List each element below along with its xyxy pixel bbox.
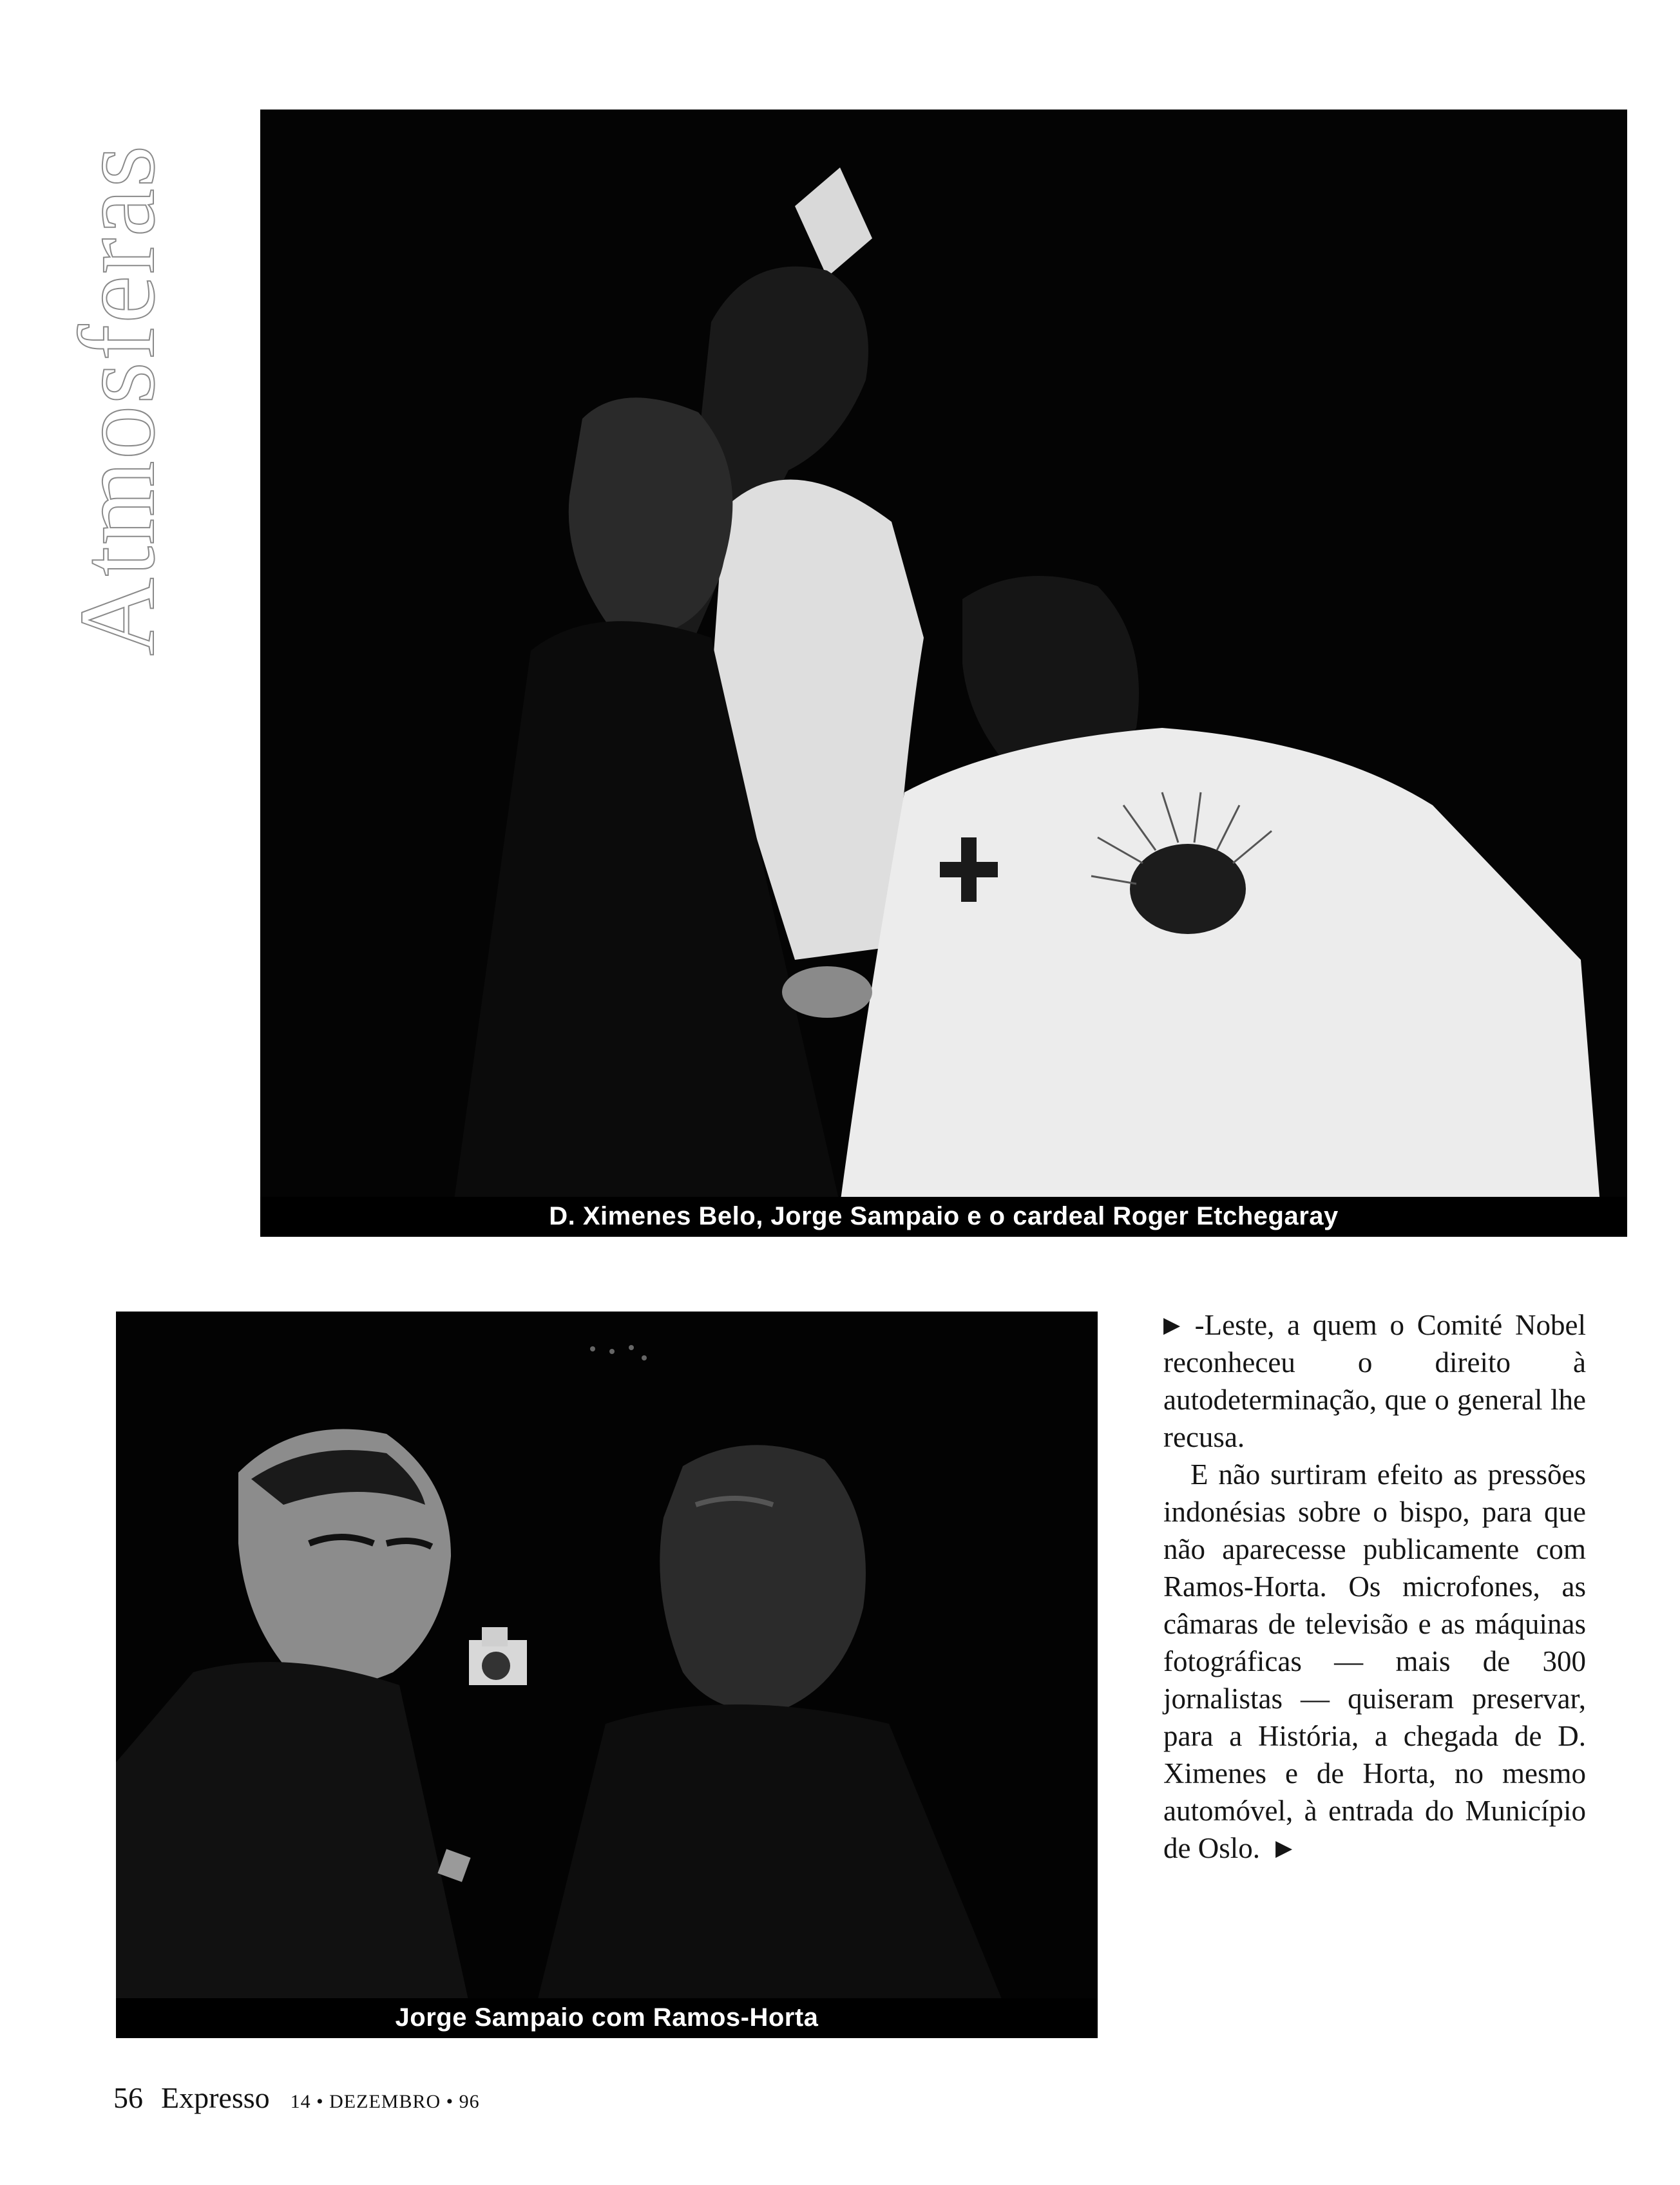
- continued-from-arrow-icon: ▶: [1163, 1312, 1186, 1338]
- top-photo-caption: D. Ximenes Belo, Jorge Sampaio e o cardeal Roger Etchegaray: [260, 1197, 1627, 1237]
- section-title-text: Atmosferas: [57, 144, 177, 656]
- article-paragraph-1: [1163, 1306, 1586, 1456]
- page-number: 56: [113, 2081, 143, 2114]
- section-title: [57, 108, 180, 662]
- bottom-photo-image: [116, 1312, 1098, 2038]
- continues-arrow-icon: ▶: [1275, 1835, 1293, 1861]
- article-paragraph-2-text: E não surtiram efeito as pressões indonésias sobre o bispo, para que não aparecesse publicamente com Ramos-Horta. Os microfones, as câmaras de televisão e as máquinas fotográficas — mais de 300 jornalistas — quiseram preservar, para a História, a chegada de D. Ximenes e de Horta, no mesmo automóvel, à entrada do Município de Oslo.: [1163, 1458, 1586, 1864]
- issue-date: 14 • DEZEMBRO • 96: [290, 2091, 480, 2112]
- bottom-photo-caption: Jorge Sampaio com Ramos-Horta: [116, 1998, 1098, 2038]
- article-text: [1163, 1306, 1586, 1867]
- page-footer: [113, 2081, 480, 2115]
- bottom-photo: [116, 1312, 1098, 2038]
- top-photo-image: [260, 110, 1627, 1237]
- article-paragraph-1-text: -Leste, a quem o Comité Nobel reconheceu o direito à autodeterminação, que o general lhe recusa.: [1163, 1309, 1586, 1453]
- top-photo: [260, 110, 1627, 1237]
- article-paragraph-2: [1163, 1456, 1586, 1867]
- publication-name: Expresso: [161, 2081, 270, 2114]
